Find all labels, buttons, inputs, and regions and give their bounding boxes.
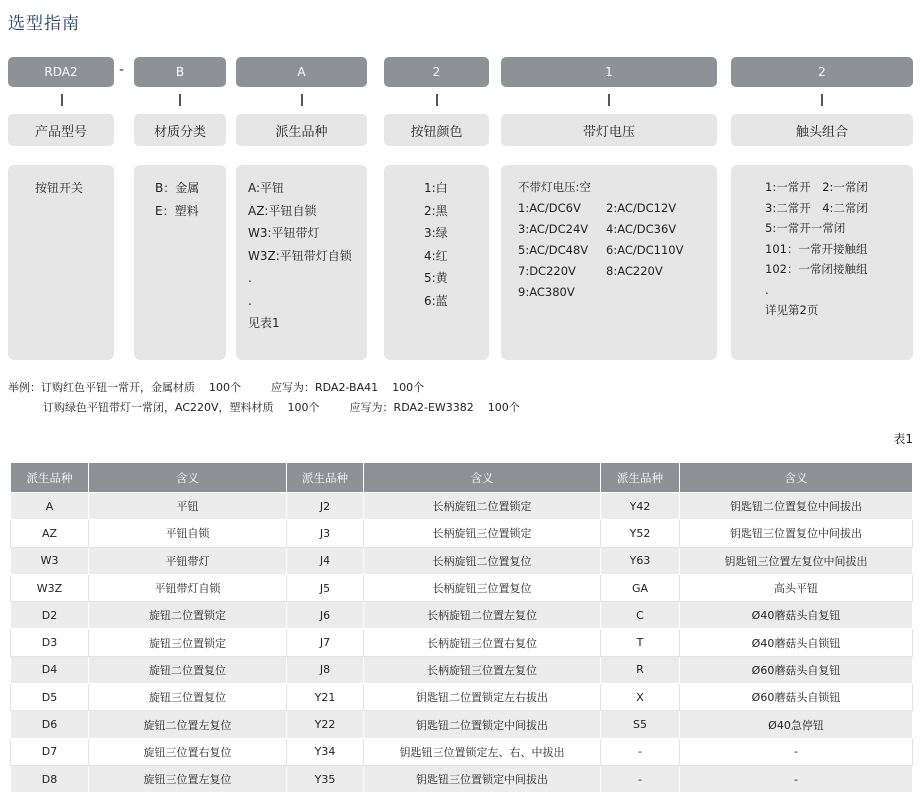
cell-meaning: 旋钮三位置锁定 [89, 629, 287, 656]
connector-line [179, 94, 181, 106]
voltage-row [518, 219, 717, 240]
cell-code: W3 [11, 547, 89, 574]
detail-line: B：金属 [155, 181, 200, 195]
table-label: 表1 [893, 432, 913, 446]
example-desc: 订购红色平钮一常开，金属材质 [41, 381, 195, 394]
detail-line: 5:黄 [424, 271, 448, 285]
column-header: 含义 [89, 463, 287, 493]
voltage-option: 5:AC/DC48V [518, 243, 589, 257]
detail-line: E：塑料 [155, 203, 199, 218]
example-should: 应写为：RDA2-EW3382 [349, 401, 474, 414]
label-contacts: 触头组合 [731, 114, 913, 146]
table-row [11, 602, 913, 629]
cell-meaning: 平钮带灯自锁 [89, 574, 287, 601]
column-header: 派生品种 [601, 463, 680, 493]
cell-code: J6 [287, 602, 364, 629]
detail-line: W3:平钮带灯 [248, 226, 320, 240]
cell-code: Y22 [287, 711, 364, 738]
cell-code: Y35 [287, 765, 364, 792]
code-box-voltage: 1 [501, 57, 717, 87]
code-box-color: 2 [384, 57, 489, 87]
code-box-product: RDA2 [8, 57, 114, 87]
detail-line: 102：一常闭接触组 [765, 262, 868, 276]
voltage-row [518, 198, 717, 219]
cell-code: Y34 [287, 738, 364, 765]
detail-line: . [765, 282, 769, 297]
cell-code: D4 [11, 656, 89, 683]
cell-meaning: 旋钮三位置复位 [89, 684, 287, 711]
detail-line: 6:蓝 [424, 293, 448, 308]
voltage-row [518, 261, 717, 282]
detail-line: 1:白 [424, 181, 448, 195]
example-line-1 [8, 379, 424, 395]
cell-meaning: Ø60蘑菇头自复钮 [680, 656, 913, 683]
table-row [11, 574, 913, 601]
cell-code: D7 [11, 738, 89, 765]
detail-line: 1:一常开 2:一常闭 [765, 180, 868, 194]
voltage-option: 7:DC220V [518, 264, 576, 278]
detail-color [384, 165, 489, 360]
example-qty: 100个 [287, 401, 320, 414]
cell-code: X [601, 684, 680, 711]
cell-meaning: 平钮自锁 [89, 520, 287, 547]
example-qty2: 100个 [487, 401, 520, 414]
cell-code: C [601, 602, 680, 629]
voltage-row [518, 282, 717, 303]
code-box-material: B [134, 57, 226, 87]
cell-code: D6 [11, 711, 89, 738]
voltage-option: 9:AC380V [518, 285, 575, 299]
column-header: 含义 [680, 463, 913, 493]
derivative-table [10, 462, 913, 793]
column-header: 含义 [364, 463, 601, 493]
cell-meaning: 平钮带灯 [89, 547, 287, 574]
table-row [11, 520, 913, 547]
cell-code: GA [601, 574, 680, 601]
label-derivative: 派生品种 [236, 114, 367, 146]
cell-code: J5 [287, 574, 364, 601]
table-row [11, 547, 913, 574]
cell-code: S5 [601, 711, 680, 738]
cell-meaning: 旋钮三位置右复位 [89, 738, 287, 765]
detail-line: 3:绿 [424, 226, 448, 240]
cell-meaning: Ø40蘑菇头自锁钮 [680, 629, 913, 656]
cell-meaning: - [680, 765, 913, 792]
example-prefix: 举例： [8, 381, 41, 394]
cell-meaning: 长柄旋钮三位置右复位 [364, 629, 601, 656]
cell-code: D5 [11, 684, 89, 711]
detail-line: 3:二常开 4:二常闭 [765, 200, 868, 215]
label-button-color: 按钮颜色 [384, 114, 489, 146]
connector-line [436, 94, 438, 106]
cell-meaning: 长柄旋钮二位置复位 [364, 547, 601, 574]
detail-line: 见表1 [248, 316, 280, 330]
cell-code: J3 [287, 520, 364, 547]
code-separator: - [119, 62, 125, 78]
cell-code: A [11, 493, 89, 520]
detail-material [134, 165, 226, 360]
detail-line: 不带灯电压:空 [518, 180, 591, 194]
example-desc: 订购绿色平钮带灯一常闭，AC220V，塑料材质 [43, 401, 274, 414]
detail-line: 4:红 [424, 248, 448, 263]
table-row [11, 711, 913, 738]
voltage-option: 4:AC/DC36V [606, 222, 677, 236]
cell-code: J2 [287, 493, 364, 520]
cell-code: Y63 [601, 547, 680, 574]
table-row [11, 684, 913, 711]
cell-meaning: 钥匙钮三位置复位中间拔出 [680, 520, 913, 547]
connector-line [61, 94, 63, 106]
cell-code: D8 [11, 765, 89, 792]
table-row [11, 629, 913, 656]
cell-code: T [601, 629, 680, 656]
cell-meaning: 长柄旋钮三位置左复位 [364, 656, 601, 683]
cell-meaning: 旋钮二位置复位 [89, 656, 287, 683]
voltage-option: 2:AC/DC12V [606, 201, 677, 215]
cell-meaning: 长柄旋钮二位置左复位 [364, 602, 601, 629]
cell-code: D2 [11, 602, 89, 629]
voltage-option [606, 282, 717, 303]
cell-code: - [601, 765, 680, 792]
connector-line [608, 94, 610, 106]
column-header: 派生品种 [11, 463, 89, 493]
cell-meaning: 旋钮三位置左复位 [89, 765, 287, 792]
cell-meaning: - [680, 738, 913, 765]
table-row [11, 765, 913, 792]
detail-line: 5:一常开一常闭 [765, 221, 846, 235]
detail-line: 按钮开关 [35, 181, 84, 195]
cell-meaning: 旋钮二位置左复位 [89, 711, 287, 738]
detail-line: 101：一常开接触组 [765, 241, 868, 256]
cell-code: J4 [287, 547, 364, 574]
detail-voltage [501, 165, 717, 360]
cell-meaning: 旋钮二位置锁定 [89, 602, 287, 629]
column-header: 派生品种 [287, 463, 364, 493]
cell-code: R [601, 656, 680, 683]
label-product-model: 产品型号 [8, 114, 114, 146]
table-header-row [11, 463, 913, 493]
cell-meaning: Ø40蘑菇头自复钮 [680, 602, 913, 629]
cell-code: J8 [287, 656, 364, 683]
cell-meaning: 长柄旋钮二位置锁定 [364, 493, 601, 520]
cell-meaning: 钥匙钮二位置锁定左右拔出 [364, 684, 601, 711]
detail-line: W3Z:平钮带灯自锁 [248, 248, 352, 263]
cell-code: Y52 [601, 520, 680, 547]
voltage-option: 8:AC220V [606, 264, 663, 278]
detail-derivative [236, 165, 367, 360]
cell-meaning: 钥匙钮二位置锁定中间拔出 [364, 711, 601, 738]
cell-meaning: 钥匙钮三位置锁定中间拔出 [364, 765, 601, 792]
label-lamp-voltage: 带灯电压 [501, 114, 717, 146]
detail-line: 详见第2页 [765, 303, 819, 317]
code-box-contacts: 2 [731, 57, 913, 87]
label-material: 材质分类 [134, 114, 226, 146]
voltage-option: 1:AC/DC6V [518, 201, 581, 215]
cell-meaning: Ø60蘑菇头自锁钮 [680, 684, 913, 711]
example-should: 应写为：RDA2-BA41 [271, 381, 379, 394]
cell-meaning: 长柄旋钮三位置复位 [364, 574, 601, 601]
cell-code: - [601, 738, 680, 765]
detail-product [8, 165, 114, 360]
code-box-derivative: A [236, 57, 367, 87]
detail-contacts [731, 165, 913, 360]
voltage-row [518, 240, 717, 261]
voltage-option: 3:AC/DC24V [518, 222, 589, 236]
cell-code: W3Z [11, 574, 89, 601]
detail-line: . [248, 271, 252, 285]
table-row [11, 656, 913, 683]
cell-meaning: 高头平钮 [680, 574, 913, 601]
cell-code: Y21 [287, 684, 364, 711]
cell-meaning: 平钮 [89, 493, 287, 520]
page-title: 选型指南 [8, 14, 80, 34]
cell-code: Y42 [601, 493, 680, 520]
cell-meaning: Ø40急停钮 [680, 711, 913, 738]
cell-meaning: 钥匙钮二位置复位中间拔出 [680, 493, 913, 520]
cell-code: AZ [11, 520, 89, 547]
cell-code: J7 [287, 629, 364, 656]
detail-line: AZ:平钮自锁 [248, 203, 317, 218]
table-row [11, 738, 913, 765]
example-qty2: 100个 [392, 381, 425, 394]
cell-meaning: 长柄旋钮三位置锁定 [364, 520, 601, 547]
voltage-option: 6:AC/DC110V [606, 243, 684, 257]
connector-line [301, 94, 303, 106]
detail-line: 2:黑 [424, 203, 448, 218]
example-qty: 100个 [209, 381, 241, 394]
cell-meaning: 钥匙钮三位置锁定左、右、中拔出 [364, 738, 601, 765]
detail-line: . [248, 293, 252, 308]
cell-code: D3 [11, 629, 89, 656]
table-row [11, 493, 913, 520]
connector-line [821, 94, 823, 106]
detail-line: A:平钮 [248, 181, 285, 195]
example-line-2 [43, 399, 520, 415]
cell-meaning: 钥匙钮三位置左复位中间拔出 [680, 547, 913, 574]
